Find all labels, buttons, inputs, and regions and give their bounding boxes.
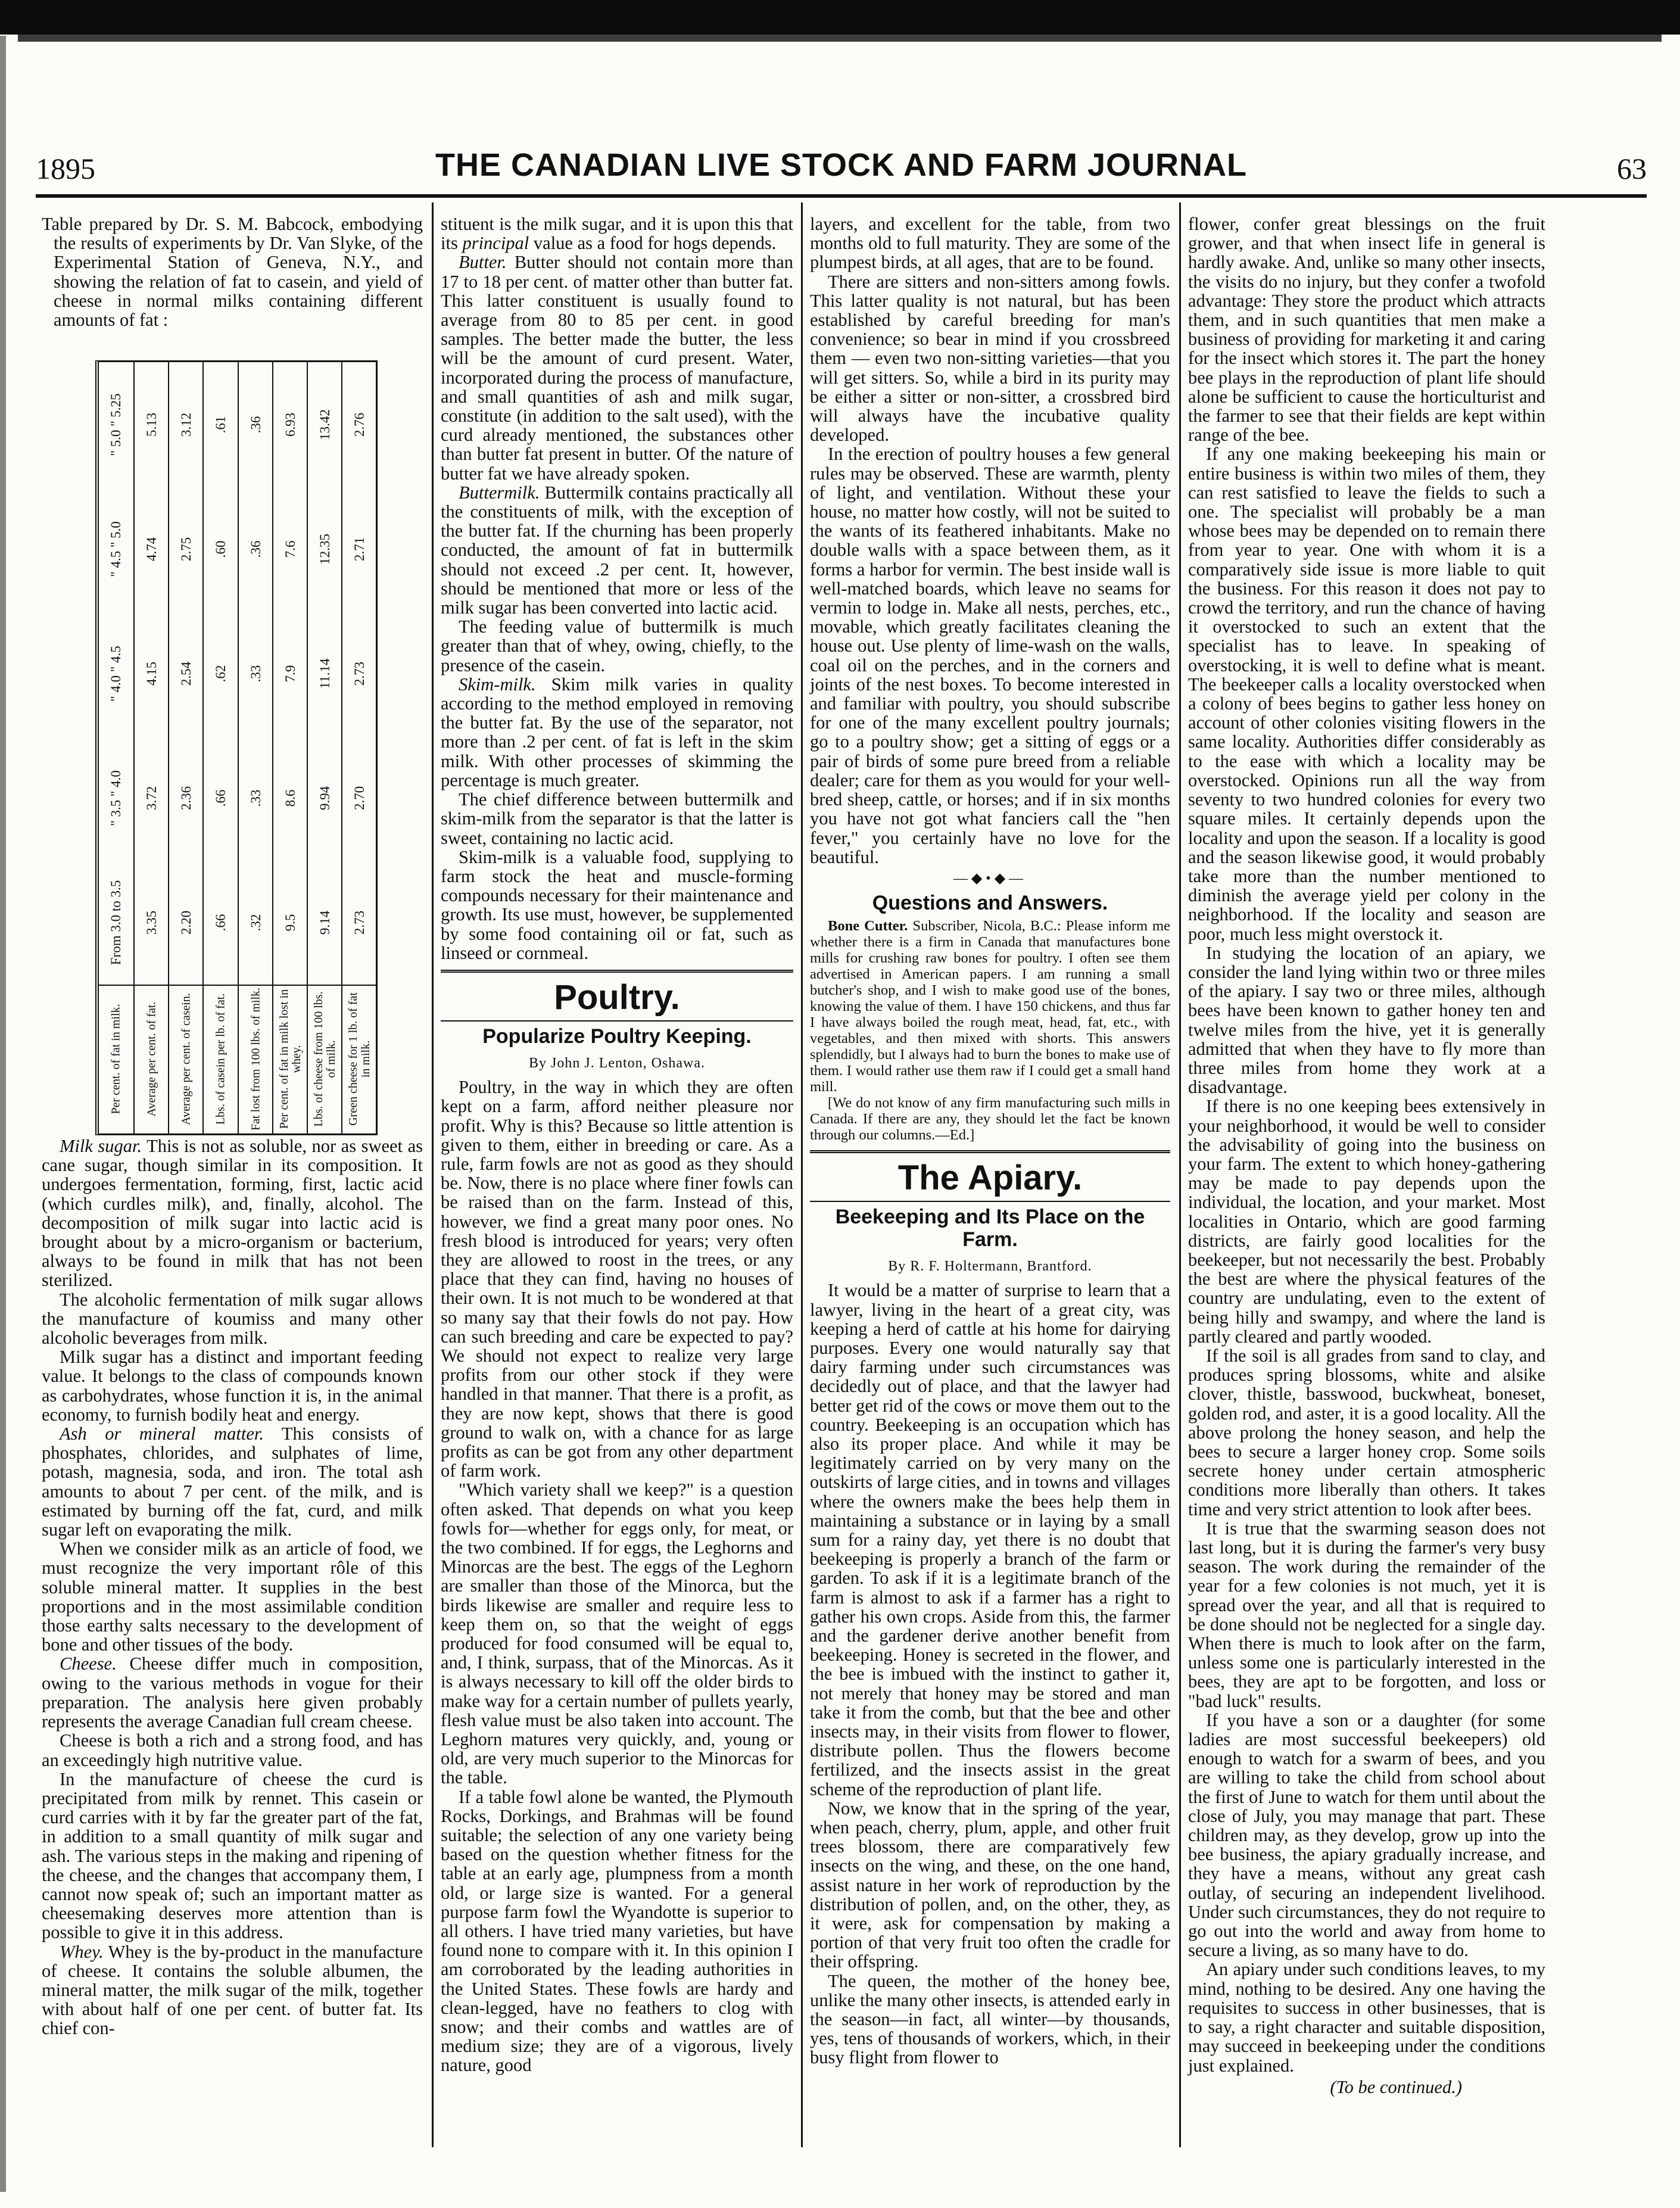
table-cell: 4.74 xyxy=(144,537,160,561)
ornament-divider: —◆•◆— xyxy=(953,870,1027,886)
table-cell: 7.9 xyxy=(282,665,298,682)
table-cell: " 5.0 " 5.25 xyxy=(108,393,124,456)
editor-reply: [We do not know of any firm manufacturing such mills in Canada. If there are any, they should let the fact be known through our columns.—Ed.] xyxy=(810,1095,1170,1144)
table-caption: Table prepared by Dr. S. M. Babcock, embodying the results of experiments by Dr. Van Slyke, of the Experimental Station of Geneva, N.Y., and showing the relation of fat to casein, and yield of cheese in normal milks containing different amounts of fat : xyxy=(42,214,423,331)
table-cell: 2.20 xyxy=(179,910,194,935)
paragraph xyxy=(810,918,1170,1095)
table-cell: .33 xyxy=(248,665,263,682)
paragraph xyxy=(441,675,793,790)
table-cell: 4.15 xyxy=(144,661,160,686)
table-cell: 2.71 xyxy=(351,537,367,561)
paragraph: If there is no one keeping bees extensively in your neighborhood, it would be well to consider the advisability of going into the business on your farm. The extent to which honey-gathering may be made to pay depends upon the individual, the location, and your market. Most localities in Ontario, which are good farming districts, are fairly good localities for the beekeeper, but not necessarily the best. Probably the best are where the physical features of the country are undulating, even to the extent of being hilly and swampy, and where the land is partly cleared and partly wooded. xyxy=(1188,1096,1545,1347)
journal-title: THE CANADIAN LIVE STOCK AND FARM JOURNAL xyxy=(435,147,1248,183)
paragraph: Now, we know that in the spring of the year, when peach, cherry, plum, apple, and other fruit trees blossom, there are comparatively few insects on the wing, and these, on the one hand, assist nature in her work of reproduction by the distribution of pollen, and, on the other, they, as it were, ask for compensation by making a portion of that very fruit too often the cradle for their offspring. xyxy=(810,1798,1170,1972)
title-rule xyxy=(441,1020,793,1022)
table-cell: 2.36 xyxy=(179,786,194,810)
table-cell: 9.5 xyxy=(282,914,298,931)
table-cell: 2.73 xyxy=(351,910,367,935)
column-3 xyxy=(810,214,1170,2067)
section-rule xyxy=(441,970,793,973)
table-cell: .36 xyxy=(248,416,263,433)
paragraph: Skim-milk is a valuable food, supplying to farm stock the heat and muscle-forming compounds necessary for their maintenance and growth. Its use must, however, be supplemented by some food containing oil or fat, such as linseed or cornmeal. xyxy=(441,846,793,963)
article-title-beekeeping: Beekeeping and Its Place on the Farm. xyxy=(835,1206,1145,1251)
page-number: 63 xyxy=(1617,152,1647,185)
paragraph: The queen, the mother of the honey bee, unlike the many other insects, is attended early in the season—in fact, all winter—by thousands, yes, tens of thousands of workers, which, in their busy flight from flower to xyxy=(810,1970,1170,2068)
paragraph: In the erection of poultry houses a few general rules may be observed. These are warmth, plenty of light, and ventilation. Without these your house, no matter how costly, will not be suited to the wants of its feathered inhabitants. Make no double walls with a space between them, as it forms a harbor for vermin. The best inside wall is well-matched boards, which leave no seams for vermin to lodge in. Make all nests, perches, etc., movable, which greatly facilitates cleaning the house out. Use plenty of lime-wash on the walls, coal oil on the perches, and in the corners and joints of the nest boxes. To become interested in and familiar with poultry, you should subscribe for one of the many excellent poultry journals; go to a poultry show; get a sitting of eggs or a pair of birds of some pure breed from a reliable dealer; care for them as you would for your well-bred sheep, cattle, or horses; and if in six months you have not got what fanciers call the "hen fever," you certainly have no love for the beautiful. xyxy=(810,444,1170,867)
subhead-ash: Ash or mineral matter. xyxy=(60,1424,264,1444)
paragraph-text: Butter should not contain more than 17 to 18 per cent. of matter other than butter fat. This latter constituent is usually found to average from 80 to 85 per cent. in good samples. The better made the butter, the less will be the amount of curd present. Water, incorporated during the process of manufacture, and small quantities of ash and milk sugar, constitute (in addition to the salt used), with the curd already mentioned, the substances other than butter fat present in butter. Of the nature of butter fat we have already spoken. xyxy=(441,252,793,484)
byline-apiary: By R. F. Holtermann, Brantford. xyxy=(888,1259,1092,1275)
byline-poultry: By John J. Lenton, Oshawa. xyxy=(529,1055,705,1071)
subhead-milk-sugar: Milk sugar. xyxy=(60,1136,142,1156)
scan-border-top-shadow xyxy=(18,35,1662,42)
table-column-header: Fat lost from 100 lbs. of milk. xyxy=(249,988,263,1131)
paragraph-text: Buttermilk contains practically all the constituents of milk, with the exception of the butter fat. If the churning has been properly conducted, the amount of fat in buttermilk should not exceed .2 per cent. It, however, should be mentioned that more or less of the milk sugar has been converted into lactic acid. xyxy=(441,482,793,618)
subhead-bone-cutter: Bone Cutter. xyxy=(828,918,908,935)
table-column xyxy=(99,362,133,1133)
column-4 xyxy=(1188,214,1545,2097)
subhead-cheese: Cheese. xyxy=(60,1653,117,1674)
column-divider-2 xyxy=(801,203,803,2147)
column-1 xyxy=(42,214,423,333)
table-cell: 2.73 xyxy=(351,661,367,686)
table-cell: From 3.0 to 3.5 xyxy=(108,880,124,965)
table-cell: 3.72 xyxy=(144,786,160,810)
table-cell: 2.75 xyxy=(179,537,194,561)
section-title-apiary: The Apiary. xyxy=(897,1159,1083,1198)
table-column xyxy=(168,362,204,1133)
paragraph: There are sitters and non-sitters among fowls. This latter quality is not natural, but has been established by careful breeding for man's convenience; so bear in mind if you crossbreed them — even two non-sitting varieties—that you will get sitters. So, while a bird in its purity may be either a sitter or non-sitter, a crossbred bird will always have the incubative quality developed. xyxy=(810,271,1170,446)
article-title-poultry: Popularize Poultry Keeping. xyxy=(482,1024,752,1048)
paragraph: Cheese is both a rich and a strong food, and has an exceedingly high nutritive value. xyxy=(42,1730,423,1770)
table-cell: 2.76 xyxy=(351,412,367,437)
table-header-rule xyxy=(99,985,376,986)
paragraph: If the soil is all grades from sand to clay, and produces spring blossoms, white and alsike clover, thistle, basswood, buckwheat, boneset, golden rod, and aster, it is a good locality. All the above prolong the honey season, and help the bees to secure a larger honey crop. Some soils secrete honey under certain atmospheric conditions more liberally than others. It takes time and very strict attention to look after bees. xyxy=(1188,1345,1545,1519)
table-cell: 13.42 xyxy=(317,409,332,440)
paragraph: In studying the location of an apiary, we consider the land lying within two or three miles of the apiary. I say two or three miles, although bees have been known to gather honey ten and twelve miles from the hive, yet it is generally admitted that when they have to fly more than three miles from home they work at a disadvantage. xyxy=(1188,942,1545,1098)
paragraph: The feeding value of buttermilk is much greater than that of whey, owing, chiefly, to the presence of the casein. xyxy=(441,616,793,675)
subhead-whey: Whey. xyxy=(60,1941,104,1962)
table-column-header: Lbs. of casein per lb. of fat. xyxy=(214,993,227,1125)
table-column xyxy=(272,362,308,1133)
table-cell: .32 xyxy=(248,914,263,931)
table-cell: " 3.5 " 4.0 xyxy=(108,770,124,826)
table-cell: 3.12 xyxy=(179,412,194,437)
paragraph: Poultry, in the way in which they are often kept on a farm, afford neither pleasure nor profit. Why is this? Because so little attention is given to them, either in breeding or care. As a rule, farm fowls are not as good as they should be. Now, there is no place where finer fowls can be raised than on the farm. Instead of this, however, we find a great many poor ones. No fresh blood is introduced for years; very often they are allowed to roost in the trees, or any place that they can find, having no houses of their own. It is not much to be wondered at that so many say that their fowls do not pay. How can such breeding and care be expected to pay? We should not expect to realize very large profits from our other stock if they were handled in that manner. That there is a profit, as they are now kept, shows that there is good ground to walk on, with a chance for as large profits as can be got from any other department of farm work. xyxy=(441,1077,793,1481)
paragraph: If any one making beekeeping his main or entire business is within two miles of them, they can rest satisfied to leave the fields to such a one. The specialist will probably be a man whose bees may be depended on to remain there from year to year. One with whom it is a comparatively side issue is more liable to quit the business. For this reason it does not pay to crowd the territory, and run the chance of having it overstocked to such an extent that the specialist has to leave. In speaking of overstocking, it is well to define what is meant. The beekeeper calls a locality overstocked when a colony of bees begins to gather less honey on account of other colonies visiting flowers in the same locality. Authorities differ considerably as to the ease with which a locality may be overstocked. Opinions run all the way from seventy to two hundred colonies for every two square miles. It certainly depends upon the locality and upon the season. If a locality is good and the season likewise good, it would probably take more than the number mentioned to diminish the average yield per colony in the neighborhood. If the locality and season are poor, much less might overstock it. xyxy=(1188,444,1545,944)
table-cell: 12.35 xyxy=(317,533,332,565)
table-column-header: Average per cent. of fat. xyxy=(145,1001,158,1117)
subhead-buttermilk: Buttermilk. xyxy=(459,482,540,503)
table-column-header: Per cent. of fat in milk lost in whey. xyxy=(277,989,303,1129)
question-bone-cutter xyxy=(810,918,1170,1143)
paragraph xyxy=(441,483,793,617)
table-column xyxy=(307,362,342,1133)
column-divider-1 xyxy=(432,203,434,2147)
to-be-continued: (To be continued.) xyxy=(1330,2076,1462,2097)
paragraph: It would be a matter of surprise to learn that a lawyer, living in the heart of a great city, was keeping a herd of cattle at his home for dairying purposes. Every one would naturally say that dairy farming under such circumstances was decidedly out of place, and that the lawyer had better get rid of the cows or move them out to the country. Beekeeping is an occupation which has also its proper place. And while it may be legitimately carried on by very many on the outskirts of large cities, and in towns and villages where the owners make the bees help them in maintaining a substance or in laying by a small sum for a rainy day, yet there is no doubt that beekeeping is properly a branch of the farm or garden. To ask if it is a legitimate branch of the farm is almost to ask if a farmer has a right to gather his own crops. Aside from this, the farmer and the gardener derive another benefit from beekeeping. Honey is secreted in the flower, and the bee is imbued with the instinct to gather it, not merely that honey may be stored and man take it from the comb, but that the bee and other insects may, in their visits from flower to flower, distribute pollen. Thus the flowers become fertilized, and the insects assist in the great scheme of the reproduction of plant life. xyxy=(810,1280,1170,1799)
paragraph: An apiary under such conditions leaves, to my mind, nothing to be desired. Any one having the requisites to success in other businesses, that is to say, a right character and suitable disposition, may succeed in beekeeping under the conditions just explained. xyxy=(1188,1959,1545,2076)
table-cell: 6.93 xyxy=(282,412,298,437)
table-column xyxy=(202,362,238,1133)
paragraph-text: This is not as soluble, nor as sweet as cane sugar, though similar in its composition. It undergoes fermentation, forming, first, lactic acid (which curdles milk), and, finally, alcohol. The decomposition of milk sugar into lactic acid is brought about by a micro-organism or bacterium, always to be found in milk that has not been sterilized. xyxy=(42,1136,423,1291)
paragraph xyxy=(42,1942,423,2038)
scan-border-top xyxy=(0,0,1680,35)
title-rule xyxy=(810,1201,1170,1202)
table-cell: 2.70 xyxy=(351,786,367,810)
paragraph: layers, and excellent for the table, from two months old to full maturity. They are some of the plumpest birds, at all ages, that are to be found. xyxy=(810,214,1170,273)
table-column xyxy=(238,362,273,1133)
paragraph-text: Cheese differ much in composition, owing to the various methods in vogue for their preparation. The analysis here given probably represents the average Canadian full cream cheese. xyxy=(42,1653,423,1732)
paragraph xyxy=(42,1654,423,1731)
paragraph xyxy=(42,1136,423,1290)
paragraph: When we consider milk as an article of food, we must recognize the very important rôle of this soluble mineral matter. It supplies in the best proportions and in the most assimilable condition those earthy salts necessary to the development of bone and other tissues of the body. xyxy=(42,1539,423,1655)
paragraph: "Which variety shall we keep?" is a question often asked. That depends on what you keep fowls for—whether for eggs only, for meat, or the two combined. If for eggs, the Leghorns and Minorcas are the best. The eggs of the Leghorn are smaller than those of the Minorca, but the birds likewise are smaller and require less to keep them on, so that the weight of eggs produced for food consumed will be equal to, and, I think, surpass, that of the Minorcas. As it is always necessary to kill off the older birds to make way for a certain number of pullets yearly, flesh value must be also taken into account. The Leghorn matures very quickly, and, young or old, are very much superior to the Minorcas for the table. xyxy=(441,1480,793,1788)
section-title-poultry: Poultry. xyxy=(554,977,680,1017)
paragraph: If a table fowl alone be wanted, the Plymouth Rocks, Dorkings, and Brahmas will be found suitable; the selection of any one variety being based on the question whether fitness for the table at an early age, plumpness from a month old, or large size is wanted. For a general purpose farm fowl the Wyandotte is superior to all others. I have tried many varieties, but have found none to compare with it. In this opinion I am corroborated by the leading authorities in the United States. These fowls are hardy and clean-legged, have no feathers to clog with snow; and their combs and wattles are of medium size; they are of a vigorous, lively nature, good xyxy=(441,1786,793,2076)
cheese-yield-table xyxy=(95,360,378,1135)
table-cell: 5.13 xyxy=(144,412,160,437)
paragraph: The chief difference between buttermilk and skim-milk from the separator is that the latter is sweet, containing no lactic acid. xyxy=(441,789,793,848)
table-cell: .61 xyxy=(213,416,229,433)
header-rule xyxy=(36,194,1647,198)
paragraph-text: Whey is the by-product in the manufacture of cheese. It contains the soluble albumen, the mineral matter, the milk sugar of the milk, together with about half of one per cent. of butter fat. Its chief con- xyxy=(42,1941,423,2039)
paragraph-text: This consists of phosphates, chlorides, and sulphates of lime, potash, magnesia, soda, and iron. The total ash amounts to about 7 per cent. of the milk, and is estimated by burning off the fat, curd, and milk sugar left on evaporating the milk. xyxy=(42,1424,423,1540)
section-title-questions: Questions and Answers. xyxy=(872,892,1108,915)
table-cell: 8.6 xyxy=(282,789,298,806)
paragraph: Milk sugar has a distinct and important feeding value. It belongs to the class of compounds known as carbohydrates, whose function it is, in the animal economy, to furnish bodily heat and energy. xyxy=(42,1347,423,1425)
column-1-text xyxy=(42,1136,423,2038)
subhead-skim-milk: Skim-milk. xyxy=(459,674,536,695)
table-cell: 3.35 xyxy=(144,910,160,935)
table-cell: " 4.5 " 5.0 xyxy=(108,521,124,577)
table-column-header: Lbs. of cheese from 100 lbs. of milk. xyxy=(311,991,338,1127)
table-cell: 2.54 xyxy=(179,661,194,686)
table-column-header: Per cent. of fat in milk. xyxy=(109,1004,123,1114)
table-cell: .33 xyxy=(248,789,263,806)
column-2 xyxy=(441,214,793,2075)
paragraph: stituent is the milk sugar, and it is upon this that its principal value as a food for hogs depends. xyxy=(441,214,793,254)
scan-border-left xyxy=(0,36,6,2192)
paragraph-text: Subscriber, Nicola, B.C.: Please inform me whether there is a firm in Canada that manufactures bone mills for crushing raw bones for poultry. I often see them advertised in American papers. I am running a small butcher's shop, and I wish to make good use of the bones, knowing the value of them. I have 150 chickens, and thus far I have always boiled the rough meat, head, fat, etc., with vegetables, and then mixed with shorts. This answers splendidly, but I always had to burn the bones to make use of them. I would rather use them raw if I could get a small hand mill. xyxy=(810,918,1170,1095)
table-cell: .36 xyxy=(248,540,263,558)
paragraph: It is true that the swarming season does not last long, but it is during the farmer's very busy season. The work during the remainder of the year for a few colonies is not much, yet it is spread over the year, and all that is required to be done should not be neglected for a single day. When there is much to look after on the farm, unless some one is particularly interested in the bees, they are apt to be forgotten, and loss or "bad luck" results. xyxy=(1188,1518,1545,1711)
table-column xyxy=(341,362,377,1133)
table-cell: 11.14 xyxy=(317,658,332,689)
table-column-header: Average per cent. of casein. xyxy=(179,993,193,1125)
column-divider-3 xyxy=(1179,203,1181,2147)
paragraph: In the manufacture of cheese the curd is precipitated from milk by rennet. This casein or curd carries with it by far the greater part of the fat, in addition to a small quantity of milk sugar and ash. The various steps in the making and ripening of the cheese, and the changes that accompany them, I cannot now speak of; such an important matter as cheesemaking deserves more attention than is possible to give it in this address. xyxy=(42,1768,423,1943)
table-cell: .60 xyxy=(213,540,229,558)
paragraph xyxy=(42,1424,423,1539)
table-cell: 9.14 xyxy=(317,910,332,935)
paragraph-text: Skim milk varies in quality according to the method employed in removing the butter fat. By the use of the separator, not more than .2 per cent. of fat is left in the skim milk. With other processes of skimming the percentage is much greater. xyxy=(441,674,794,790)
subhead-butter: Butter. xyxy=(459,252,507,273)
section-rule xyxy=(810,1150,1170,1153)
table-cell: " 4.0 " 4.5 xyxy=(108,645,124,702)
header-year: 1895 xyxy=(36,152,95,185)
paragraph: The alcoholic fermentation of milk sugar allows the manufacture of koumiss and many other alcoholic beverages from milk. xyxy=(42,1289,423,1349)
table-column-header: Green cheese for 1 lb. of fat in milk. xyxy=(346,992,372,1126)
paragraph: flower, confer great blessings on the fruit grower, and that when insect life in general is hardly awake. And, unlike so many other insects, the visits do no injury, but they confer a twofold advantage: They store the product which attracts them, and in such quantities that men make a business of providing for marketing it and caring for the insect which stores it. The part the honey bee plays in the reproduction of plant life should alone be sufficient to cause the horticulturist and the farmer to see that their fields are kept within range of the bee. xyxy=(1188,214,1545,446)
paragraph xyxy=(441,253,793,482)
table-cell: .66 xyxy=(213,789,229,806)
paragraph: If you have a son or a daughter (for some ladies are most successful beekeepers) old enough to watch for a swarm of bees, and you are willing to take the child from school about the first of June to watch for them until about the close of July, you may manage that part. These children may, as they develop, grow up into the bee business, the apiary gradually increase, and they have a means, without any great cash outlay, of securing an independent livelihood. Under such circumstances, they do not require to go out into the world and away from home to secure a living, as so many have to do. xyxy=(1188,1709,1545,1961)
table-cell: 7.6 xyxy=(282,540,298,558)
table-cell: .62 xyxy=(213,665,229,682)
table-cell: .66 xyxy=(213,914,229,931)
table-column xyxy=(133,362,169,1133)
table-cell: 9.94 xyxy=(317,786,332,810)
page-header xyxy=(36,143,1647,191)
